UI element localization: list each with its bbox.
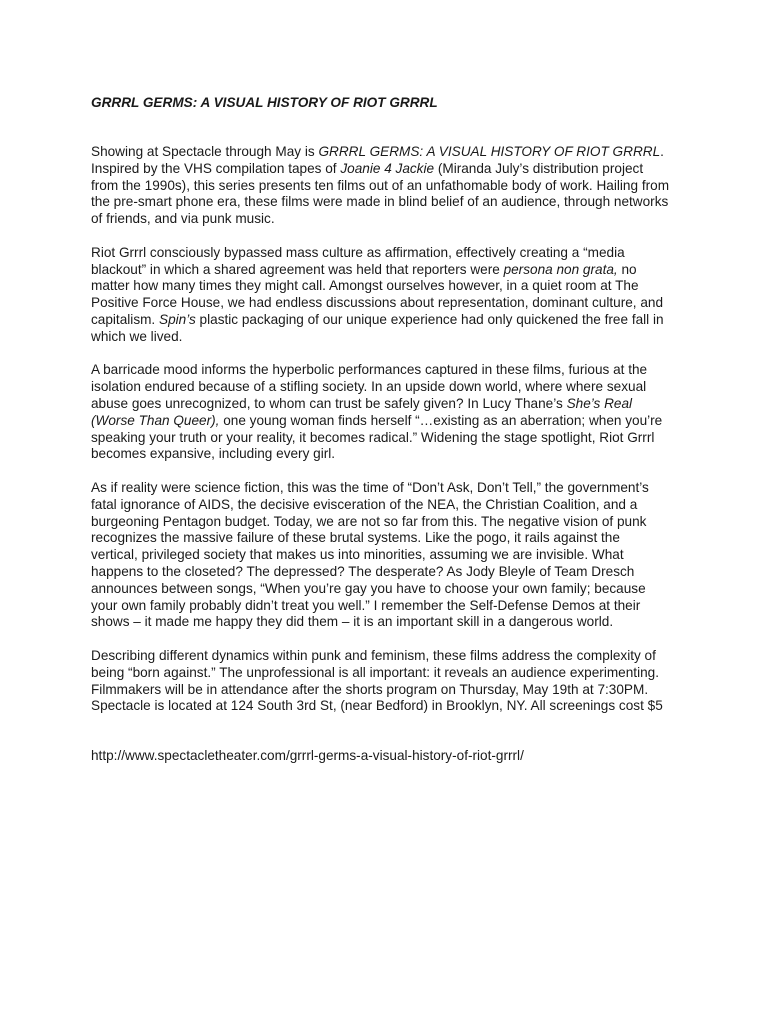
text-line: [91, 161, 691, 178]
text-run: Positive Force House, we had endless discussions about representation, dominant culture, and: [91, 295, 664, 311]
text-line: [91, 396, 691, 413]
text-run: isolation endured because of a stifling society. In an upside down world, where where sexual: [91, 379, 647, 395]
text-line: [91, 430, 691, 447]
text-line: [91, 295, 691, 312]
text-line: [91, 514, 691, 531]
text-line: [91, 480, 691, 497]
text-run: being “born against.” The unprofessional is all important: it reveals an audience experimenting.: [91, 664, 659, 680]
text-line: [91, 564, 691, 581]
text-line: [91, 682, 691, 699]
text-line: [91, 665, 691, 682]
text-line: [91, 413, 691, 430]
text-run: matter how many times they might call. Amongst ourselves however, in a quiet room at The: [91, 278, 639, 294]
italic-text-run: Spin’s: [159, 311, 196, 327]
text-run: happens to the closeted? The depressed? The desperate? As Jody Bleyle of Team Dresch: [91, 563, 635, 579]
italic-text-run: GRRRL GERMS: A VISUAL HISTORY OF RIOT GRRRL: [318, 144, 661, 159]
document-body: [91, 144, 691, 732]
text-line: [91, 446, 691, 463]
text-run: the pre-smart phone era, these films were made in blind belief of an audience, through networks: [91, 194, 669, 210]
text-line: [91, 598, 691, 615]
document-title: GRRRL GERMS: A VISUAL HISTORY OF RIOT GRRRL: [91, 95, 438, 110]
text-line: [91, 245, 691, 262]
text-run: Riot Grrrl consciously bypassed mass culture as affirmation, effectively creating a “media: [91, 244, 625, 260]
text-run: Describing different dynamics within punk and feminism, these films address the complexity of: [91, 647, 656, 663]
text-line: [91, 178, 691, 195]
text-run: shows – it made me happy they did them – it is an important skill in a dangerous world.: [91, 614, 614, 630]
body-paragraph: [91, 480, 691, 631]
text-line: [91, 329, 691, 346]
text-line: [91, 497, 691, 514]
body-paragraph: [91, 245, 691, 346]
text-line: [91, 379, 691, 396]
text-line: [91, 144, 691, 161]
text-line: [91, 581, 691, 598]
text-line: [91, 278, 691, 295]
text-run: speaking your truth or your reality, it becomes radical.” Widening the stage spotlight, Riot Grrrl: [91, 429, 655, 445]
text-line: [91, 614, 691, 631]
text-run: fatal ignorance of AIDS, the decisive evisceration of the NEA, the Christian Coalition, and a: [91, 496, 638, 512]
text-line: [91, 211, 691, 228]
text-run: Showing at Spectacle through May is: [91, 144, 319, 159]
text-run: no: [617, 261, 637, 277]
text-line: [91, 312, 691, 329]
text-line: [91, 194, 691, 211]
body-paragraph: [91, 362, 691, 463]
text-run: As if reality were science fiction, this was the time of “Don’t Ask, Don’t Tell,” the government’s: [91, 479, 649, 495]
italic-text-run: (Worse Than Queer),: [91, 412, 220, 428]
text-run: plastic packaging of our unique experience had only quickened the free fall in: [195, 311, 664, 327]
body-paragraph: [91, 648, 691, 715]
italic-text-run: persona non grata,: [503, 261, 618, 277]
text-run: (Miranda July’s distribution project: [434, 160, 644, 176]
text-run: of friends, and via punk music.: [91, 211, 275, 227]
text-run: recognizes the massive failure of these brutal systems. Like the pogo, it rails against the: [91, 530, 620, 546]
text-run: burgeoning Pentagon budget. Today, we are not so far from this. The negative vision of punk: [91, 513, 647, 529]
text-run: vertical, privileged society that makes us into minorities, assuming we are invisible. What: [91, 547, 624, 563]
text-run: which we lived.: [91, 328, 183, 344]
text-run: Spectacle is located at 124 South 3rd St, (near Bedford) in Brooklyn, NY. All screenings cost $5: [91, 698, 663, 714]
text-line: [91, 262, 691, 279]
text-run: A barricade mood informs the hyperbolic performances captured in these films, furious at the: [91, 362, 648, 378]
text-line: [91, 547, 691, 564]
italic-text-run: She’s Real: [566, 395, 633, 411]
text-run: .: [660, 144, 664, 159]
text-run: becomes expansive, including every girl.: [91, 446, 336, 462]
text-run: Filmmakers will be in attendance after the shorts program on Thursday, May 19th at 7:30PM.: [91, 681, 649, 697]
text-line: [91, 698, 691, 715]
source-url: http://www.spectacletheater.com/grrrl-germs-a-visual-history-of-riot-grrrl/: [91, 748, 524, 763]
italic-text-run: Joanie 4 Jackie: [340, 160, 435, 176]
text-line: [91, 530, 691, 547]
text-run: blackout” in which a shared agreement was held that reporters were: [91, 261, 504, 277]
text-run: Inspired by the VHS compilation tapes of: [91, 160, 341, 176]
text-run: capitalism.: [91, 311, 159, 327]
text-run: from the 1990s), this series presents ten films out of an unfathomable body of work. Hailing from: [91, 177, 670, 193]
text-line: [91, 362, 691, 379]
body-paragraph: [91, 144, 691, 228]
text-run: abuse goes unrecognized, to whom can trust be safely given? In Lucy Thane’s: [91, 395, 567, 411]
text-run: your own family probably didn’t treat you well.” I remember the Self-Defense Demos at their: [91, 597, 641, 613]
text-run: one young woman finds herself “…existing as an aberration; when you’re: [219, 412, 663, 428]
text-run: announces between songs, “When you’re gay you have to choose your own family; because: [91, 580, 646, 596]
text-line: [91, 648, 691, 665]
